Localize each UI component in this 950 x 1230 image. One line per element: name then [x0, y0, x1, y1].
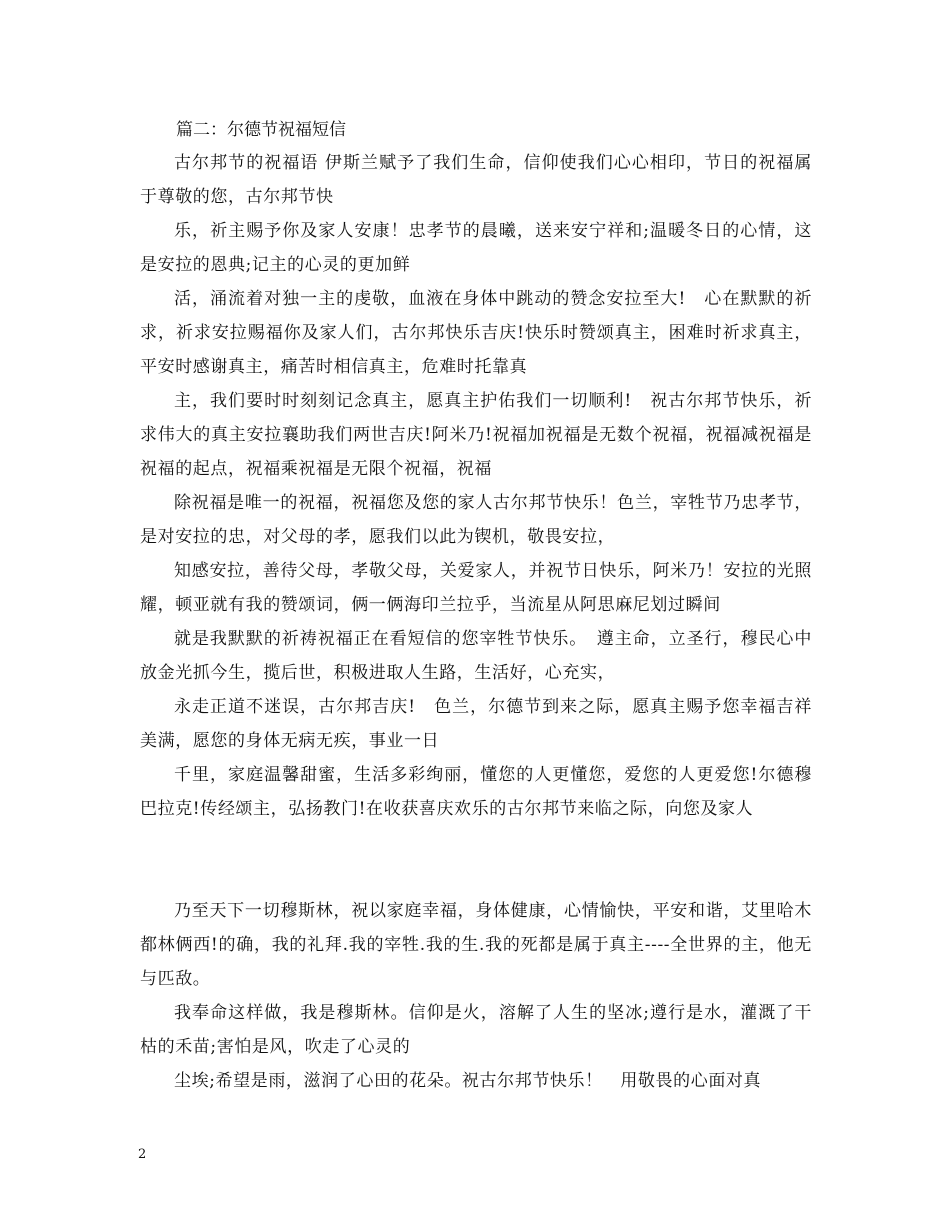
- paragraph-2: 乐，祈主赐予你及家人安康！忠孝节的晨曦，送来安宁祥和;温暖冬日的心情，这是安拉的恩典;记主的心灵的更加鲜: [140, 221, 812, 275]
- paragraph-6: 知感安拉，善待父母，孝敬父母，关爱家人，并祝节日快乐，阿米乃！安拉的光照耀，顿亚就有我的赞颂词，俩一俩海印兰拉乎，当流星从阿思麻尼划过瞬间: [140, 561, 812, 615]
- paragraph-3: 活，涌流着对独一主的虔敬，血液在身体中跳动的赞念安拉至大! 心在默默的祈求，祈求安拉赐福你及家人们，古尔邦快乐吉庆!快乐时赞颂真主，困难时祈求真主，平安时感谢真主，痛苦时相信真主，危难时托靠真: [140, 289, 812, 377]
- paragraph-7: 就是我默默的祈祷祝福正在看短信的您宰牲节快乐。 遵主命，立圣行，穆民心中放金光抓今生，揽后世，积极进取人生路，生活好，心充实，: [140, 629, 812, 683]
- paragraph-9: 千里，家庭温馨甜蜜，生活多彩绚丽，懂您的人更懂您，爱您的人更爱您!尔德穆巴拉克!传经颂主，弘扬教门!在收获喜庆欢乐的古尔邦节来临之际，向您及家人: [140, 765, 812, 819]
- paragraph-8: 永走正道不迷误，古尔邦吉庆! 色兰，尔德节到来之际，愿真主赐予您幸福吉祥美满，愿您的身体无病无疾，事业一日: [140, 697, 812, 751]
- section-heading: 篇二：尔德节祝福短信: [176, 120, 346, 140]
- paragraph-10: 乃至天下一切穆斯林，祝以家庭幸福，身体健康，心情愉快，平安和谐，艾里哈木都林俩西!的确，我的礼拜.我的宰牲.我的生.我的死都是属于真主----全世界的主，他无与匹敌。: [140, 901, 812, 989]
- paragraph-12: 尘埃;希望是雨，滋润了心田的花朵。祝古尔邦节快乐！ 用敬畏的心面对真: [174, 1071, 762, 1091]
- paragraph-4: 主，我们要时时刻刻记念真主，愿真主护佑我们一切顺利! 祝古尔邦节快乐，祈求伟大的真主安拉襄助我们两世吉庆!阿米乃!祝福加祝福是无数个祝福，祝福减祝福是祝福的起点，祝福乘祝福是无限个祝福，祝福: [140, 391, 812, 479]
- paragraph-1: 古尔邦节的祝福语 伊斯兰赋予了我们生命，信仰使我们心心相印，节日的祝福属于尊敬的您，古尔邦节快: [140, 153, 812, 207]
- paragraph-5: 除祝福是唯一的祝福，祝福您及您的家人古尔邦节快乐！色兰，宰牲节乃忠孝节，是对安拉的忠，对父母的孝，愿我们以此为锲机，敬畏安拉，: [140, 493, 812, 547]
- paragraph-11: 我奉命这样做，我是穆斯林。信仰是火，溶解了人生的坚冰;遵行是水，灌溉了干枯的禾苗;害怕是风，吹走了心灵的: [140, 1003, 812, 1057]
- page-number: 2: [138, 1147, 147, 1162]
